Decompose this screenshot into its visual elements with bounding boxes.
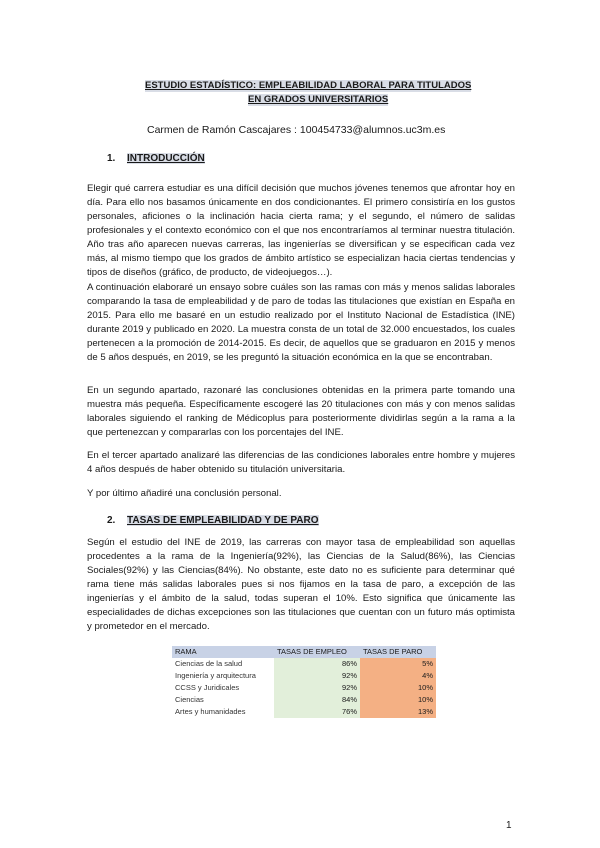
rama-name: Ciencias [175,695,204,704]
rama-name: Ciencias de la salud [175,659,243,668]
table-row [172,658,436,670]
tasa-paro-value: 10% [360,694,436,706]
employment-table [172,646,436,718]
tasa-paro-value: 10% [360,682,436,694]
section-title: TASAS DE EMPLEABILIDAD Y DE PARO [127,515,319,526]
section-title: INTRODUCCIÓN [127,153,205,164]
table-header-row [172,646,436,658]
section-heading-tasas [107,514,319,527]
paragraph-intro-2: A continuación elaboraré un ensayo sobre cuáles son las ramas con más y menos salidas laborales comparando la tasa de empleabilidad y de paro de todas las titulaciones que existían en España en 2015. Para ello me basaré en un estudio realizado por el Instituto Nacional de Estadística (INE) durante 2019 y publicado en 2020. La muestra consta de un total de 32.000 encuestados, los cuales pertenecen a la promoción de 2014-2015. Es decir, de aquellos que se graduaron en 2015 y menos de 5 años después, en 2019, se les preguntó la situación económica en la que se encontraban. [87,282,515,363]
paragraph-intro-1: Elegir qué carrera estudiar es una difícil decisión que muchos jóvenes tenemos que afrontar hoy en día. Para ello nos basamos únicamente en dos condicionantes. El primero consistiría en los gustos personales, aficiones o la inclinación hacia cierta rama; y el segundo, el número de salidas profesionales y el contexto económico con el que nos encontraríamos al terminar nuestra titulación. Año tras año aparecen nuevas carreras, las ingenierías se diversifican y se especifican cada vez más, al mismo tiempo que los grados de ámbito artístico se especializan hacia ciertas tendencias y tipos de diseños (gráfico, de producto, de videojuegos…). [87,183,515,278]
paragraph-tasas-1: Según el estudio del INE de 2019, las carreras con mayor tasa de empleabilidad son aquellas procedentes a la rama de la Ingeniería(92%), las Ciencias de la Salud(86%), las Ciencias Sociales(92%) y las Ciencias(84%). No obstante, este dato no es suficiente para determinar qué rama tiene más salidas laborales pues si nos fijamos en la tasa de paro, a excepción de las ingenierías y el ámbito de la salud, todas superan el 10%. Esto significa que únicamente las especialidades de dichas excepciones son las titulaciones que cuentan con un futuro más optimista y prometedor en el mercado. [87,537,515,632]
header-tasa-empleo: TASAS DE EMPLEO [274,646,360,658]
section-number: 2. [107,515,116,526]
tasa-empleo-value: 92% [274,682,360,694]
section-heading-introduccion [107,152,205,165]
table-row [172,706,436,718]
paragraph-intro-4: En el tercer apartado analizaré las diferencias de las condiciones laborales entre hombre y mujeres 4 años después de haber obtenido su titulación universitaria. [87,450,515,475]
rama-name: CCSS y Juridicales [175,683,240,692]
tasa-paro-value: 4% [360,670,436,682]
document-title-line-2: EN GRADOS UNIVERSITARIOS [248,94,389,105]
author-line: Carmen de Ramón Cascajares : 100454733@alumnos.uc3m.es [147,124,446,136]
tasa-empleo-value: 86% [274,658,360,670]
header-tasa-paro: TASAS DE PARO [360,646,436,658]
table-row [172,670,436,682]
tasa-empleo-value: 84% [274,694,360,706]
tasa-empleo-value: 76% [274,706,360,718]
tasa-paro-value: 5% [360,658,436,670]
document-title-line-1: ESTUDIO ESTADÍSTICO: EMPLEABILIDAD LABORAL PARA TITULADOS [145,80,472,91]
tasa-empleo-value: 92% [274,670,360,682]
page-number: 1 [506,820,512,831]
paragraph-intro-3: En un segundo apartado, razonaré las conclusiones obtenidas en la primera parte tomando una muestra más pequeña. Específicamente escogeré las 20 titulaciones con más y con menos salidas laborales siguiendo el ranking de Médicoplus para posteriormente dividirlas según a la rama a la que pertenezcan y compararlas con los porcentajes del INE. [87,385,515,438]
rama-name: Artes y humanidades [175,707,246,716]
table-row [172,682,436,694]
tasa-paro-value: 13% [360,706,436,718]
section-number: 1. [107,153,116,164]
table-row [172,694,436,706]
paragraph-intro-5: Y por último añadiré una conclusión personal. [87,488,282,499]
rama-name: Ingeniería y arquitectura [175,671,256,680]
header-rama: RAMA [172,646,274,658]
